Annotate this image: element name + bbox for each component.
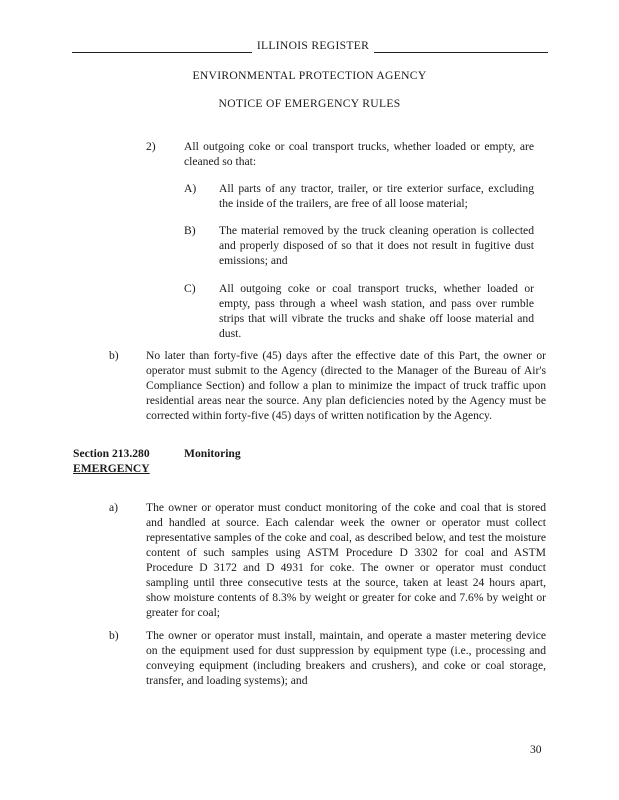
section-number: Section 213.280 (73, 447, 150, 460)
item-b-label: b) (109, 349, 119, 362)
sub-a-text: All parts of any tractor, trailer, or tire exterior surface, excluding the inside of the trailers, are free of all loose material; (219, 182, 534, 210)
sub-b-label: B) (184, 224, 196, 237)
page-number: 30 (530, 743, 542, 756)
sub-c-text: All outgoing coke or coal transport trucks, whether loaded or empty, pass through a wheel wash station, and pass over rumble strips that will vibrate the trucks and shake off loose material and dust. (219, 282, 534, 340)
item-2-label: 2) (146, 140, 156, 153)
agency-title: ENVIRONMENTAL PROTECTION AGENCY (192, 69, 427, 82)
item-2-text: All outgoing coke or coal transport trucks, whether loaded or empty, are cleaned so that: (184, 140, 534, 168)
notice-title: NOTICE OF EMERGENCY RULES (218, 97, 401, 110)
header-rule-left (72, 52, 252, 53)
register-title: ILLINOIS REGISTER (256, 39, 370, 52)
item-b-text: No later than forty-five (45) days after the effective date of this Part, the owner or operator must submit to the Agency (directed to the Manager of the Bureau of Air's Compliance Section) and follow a plan to minimize the impact of truck traffic upon residential areas near the source. Any plan deficiencies noted by the Agency must be corrected within forty-five (45) days of written notification by the Agency. (146, 349, 546, 422)
sub-a-label: A) (184, 182, 197, 195)
section-a-label: a) (109, 501, 119, 514)
header-rule-right (374, 52, 548, 53)
emergency-tag: EMERGENCY (73, 462, 150, 475)
sub-b-text: The material removed by the truck cleaning operation is collected and properly disposed of so that it does not result in fugitive dust emissions; and (219, 224, 534, 267)
section-b-label: b) (109, 629, 119, 642)
section-a-text: The owner or operator must conduct monitoring of the coke and coal that is stored and handled at source. Each calendar week the owner or operator must collect representative samples of the coke and coal, as described below, and test the moisture content of such samples using ASTM Procedure D 3302 for coal and ASTM Procedure D 3172 and D 4931 for coke. The owner or operator must conduct sampling until three consecutive tests at the source, taken at least 24 hours apart, show moisture contents of 8.3% by weight or greater for coke and 7.6% by weight or greater for coal; (146, 501, 546, 619)
section-title: Monitoring (184, 447, 241, 460)
section-b-text: The owner or operator must install, maintain, and operate a master metering device on the equipment used for dust suppression by equipment type (i.e., processing and conveying equipment (including breakers and crushers), and coke or coal storage, transfer, and loading systems); and (146, 629, 546, 687)
sub-c-label: C) (184, 282, 196, 295)
